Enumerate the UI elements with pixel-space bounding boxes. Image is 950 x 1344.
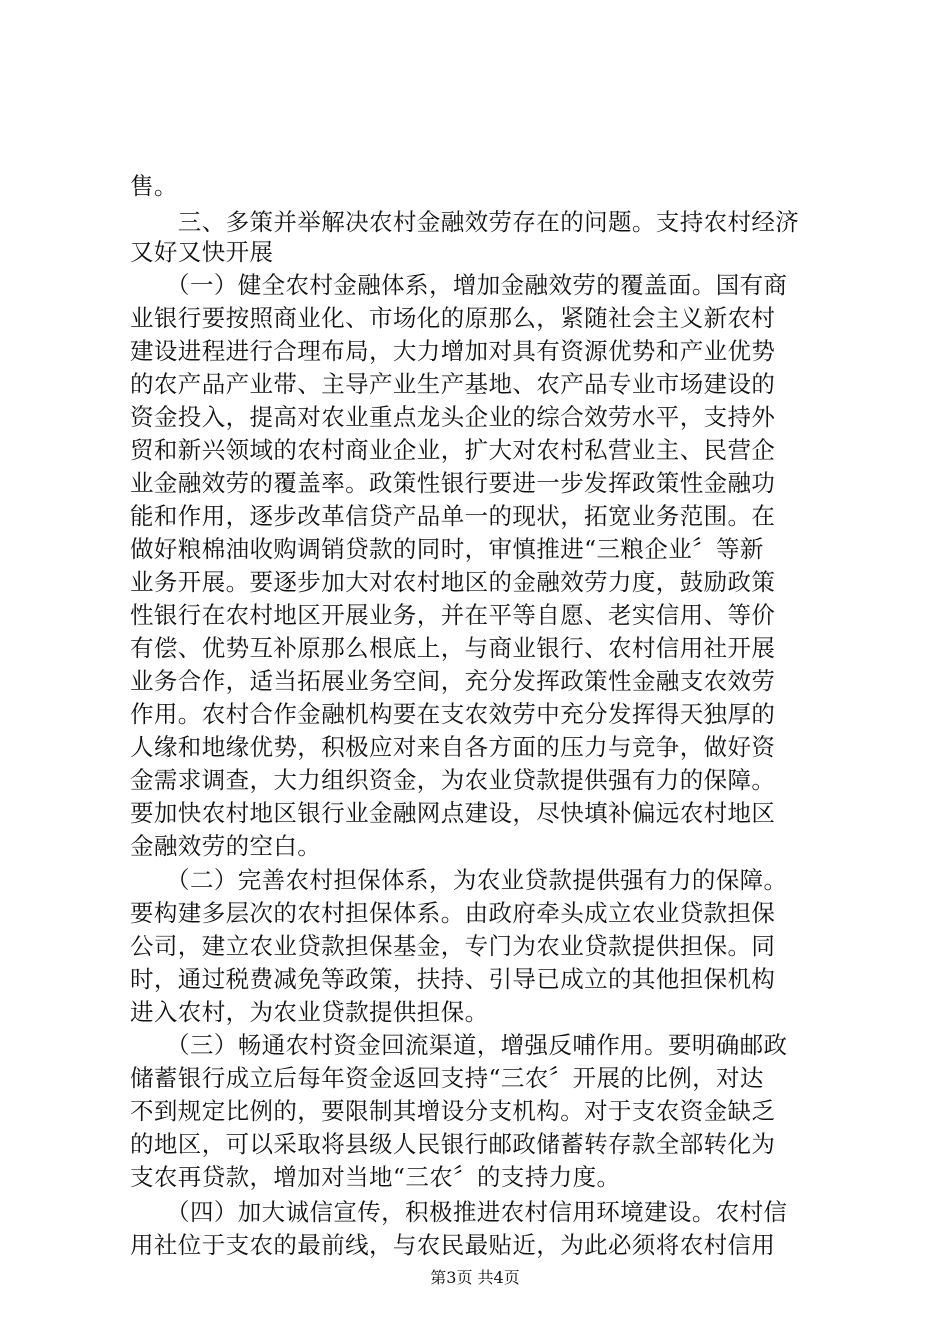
page-footer: 第3页 共4页 <box>430 1268 520 1287</box>
text-line: 的地区，可以采取将县级人民银行邮政储蓄转存款全部转化为 <box>130 1130 776 1158</box>
text-line: 支农再贷款，增加对当地“三农〞的支持力度。 <box>130 1163 621 1191</box>
text-line: 做好粮棉油收购调销贷款的同时，审慎推进“三粮企业〞等新 <box>130 535 764 563</box>
text-line: 业银行要按照商业化、市场化的原那么，紧随社会主义新农村 <box>130 304 776 332</box>
text-line: （一）健全农村金融体系，增加金融效劳的覆盖面。国有商 <box>130 271 788 299</box>
text-line: （二）完善农村担保体系，为农业贷款提供强有力的保障。 <box>130 866 788 894</box>
text-line: 售。 <box>130 172 178 200</box>
text-line: 的农产品产业带、主导产业生产基地、农产品专业市场建设的 <box>130 370 776 398</box>
text-line: 又好又快开展 <box>130 238 274 266</box>
text-line: 业务开展。要逐步加大对农村地区的金融效劳力度，鼓励政策 <box>130 568 776 596</box>
text-line: 作用。农村合作金融机构要在支农效劳中充分发挥得天独厚的 <box>130 700 776 728</box>
text-line: 不到规定比例的，要限制其增设分支机构。对于支农资金缺乏 <box>130 1097 776 1125</box>
text-line: 人缘和地缘优势，积极应对来自各方面的压力与竞争，做好资 <box>130 733 776 761</box>
text-line: 业务合作，适当拓展业务空间，充分发挥政策性金融支农效劳 <box>130 667 776 695</box>
text-line: 时，通过税费减免等政策，扶持、引导已成立的其他担保机构 <box>130 965 776 993</box>
text-line: 三、多策并举解决农村金融效劳存在的问题。支持农村经济 <box>130 208 800 236</box>
text-line: 储蓄银行成立后每年资金返回支持“三农〞开展的比例，对达 <box>130 1064 764 1092</box>
text-line: 有偿、优势互补原那么根底上，与商业银行、农村信用社开展 <box>130 634 776 662</box>
text-line: 资金投入，提高对农业重点龙头企业的综合效劳水平，支持外 <box>130 403 776 431</box>
text-line: 要加快农村地区银行业金融网点建设，尽快填补偏远农村地区 <box>130 799 776 827</box>
text-line: （三）畅通农村资金回流渠道，增强反哺作用。要明确邮政 <box>130 1031 788 1059</box>
text-line: 公司，建立农业贷款担保基金，专门为农业贷款提供担保。同 <box>130 932 776 960</box>
text-line: 用社位于支农的最前线，与农民最贴近，为此必须将农村信用 <box>130 1231 776 1259</box>
text-line: 金需求调查，大力组织资金，为农业贷款提供强有力的保障。 <box>130 766 776 794</box>
text-line: 能和作用，逐步改革信贷产品单一的现状，拓宽业务范围。在 <box>130 502 776 530</box>
text-line: 进入农村，为农业贷款提供担保。 <box>130 998 489 1026</box>
text-line: （四）加大诚信宣传，积极推进农村信用环境建设。农村信 <box>130 1198 788 1226</box>
text-line: 业金融效劳的覆盖率。政策性银行要进一步发挥政策性金融功 <box>130 469 776 497</box>
text-line: 性银行在农村地区开展业务，并在平等自愿、老实信用、等价 <box>130 601 776 629</box>
text-line: 要构建多层次的农村担保体系。由政府牵头成立农业贷款担保 <box>130 899 776 927</box>
text-line: 贸和新兴领域的农村商业企业，扩大对农村私营业主、民营企 <box>130 436 776 464</box>
text-line: 建设进程进行合理布局，大力增加对具有资源优势和产业优势 <box>130 337 776 365</box>
text-line: 金融效劳的空白。 <box>130 832 322 860</box>
